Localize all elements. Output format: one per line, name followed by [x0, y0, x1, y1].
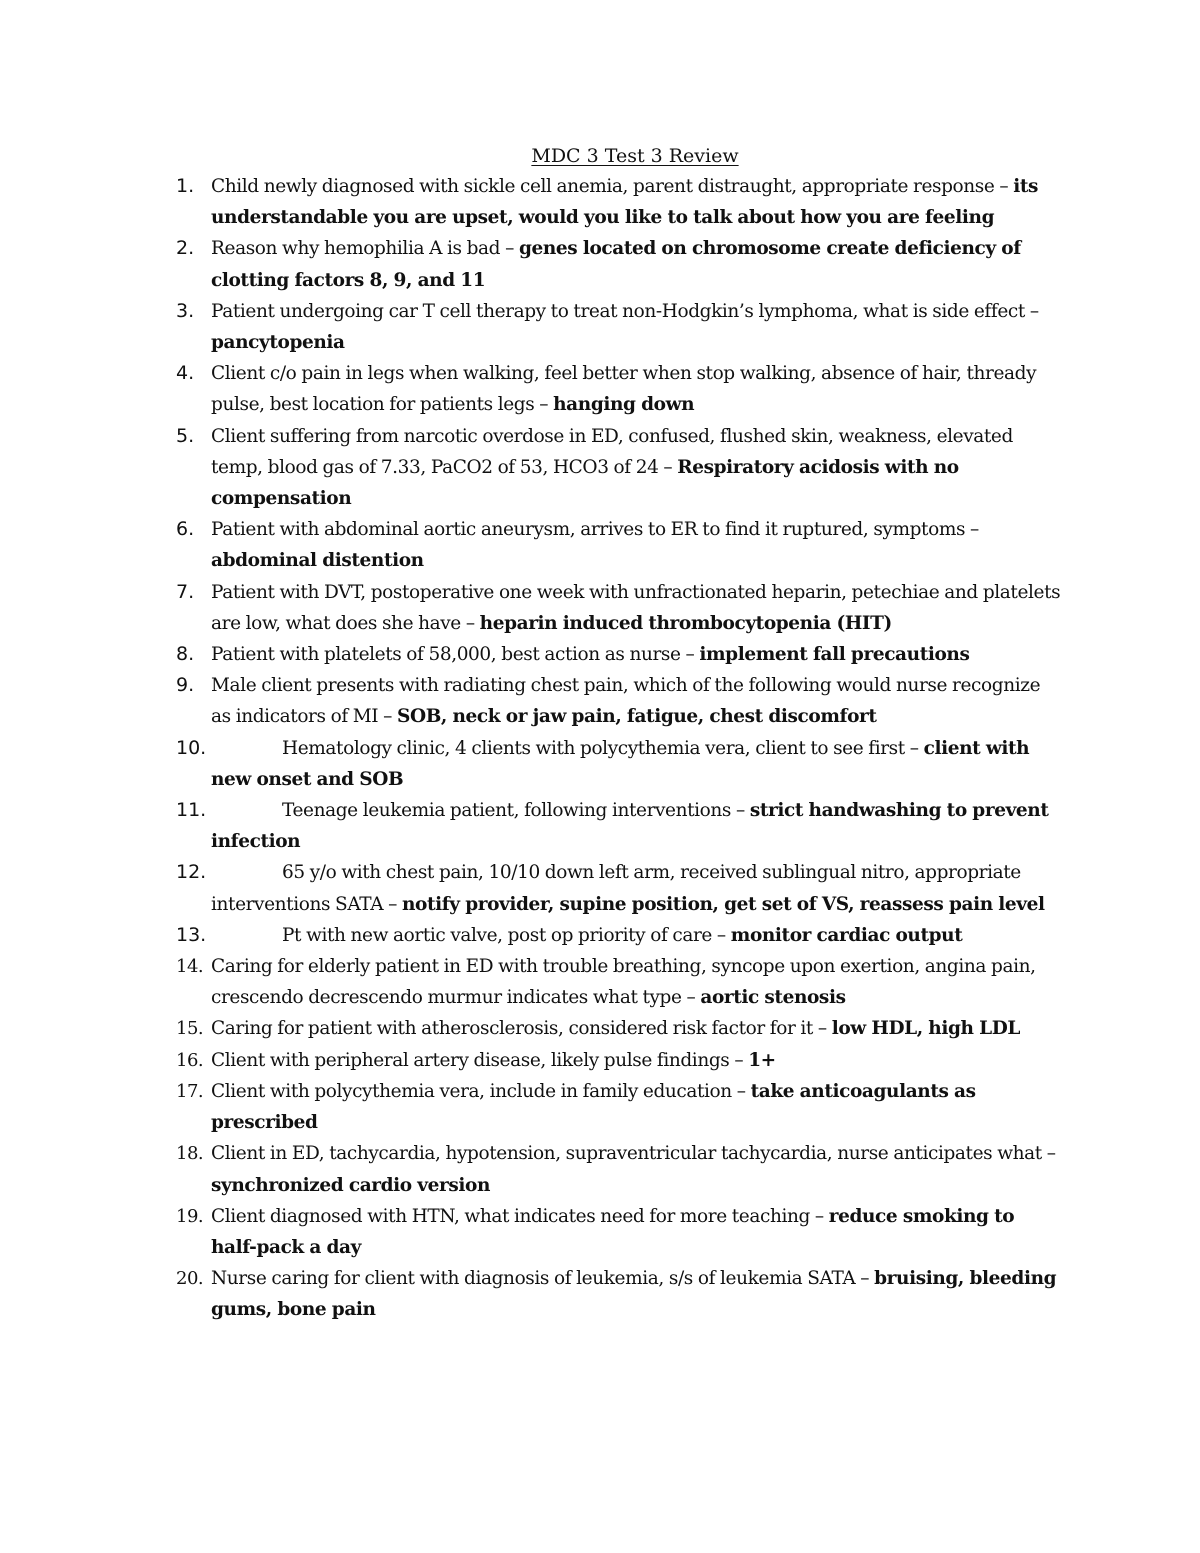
item-answer: pancytopenia	[211, 332, 345, 354]
item-number: 7.	[176, 580, 195, 603]
item-number: 16.	[176, 1049, 204, 1071]
item-question: Pt with new aortic valve, post op priority of care –	[282, 924, 731, 946]
list-item	[0, 1045, 1200, 1076]
item-answer: client with new onset and SOB	[211, 737, 1030, 790]
list-item	[0, 171, 1200, 233]
item-number: 20.	[176, 1268, 204, 1290]
item-answer: 1+	[748, 1049, 776, 1071]
item-number: 17.	[176, 1080, 204, 1102]
item-answer: bruising, bleeding gums, bone pain	[211, 1268, 1057, 1321]
item-number: 15.	[176, 1018, 204, 1040]
item-question: Patient with abdominal aortic aneurysm, arrives to ER to find it ruptured, symptoms –	[211, 519, 979, 541]
item-question: Caring for patient with atherosclerosis, considered risk factor for it –	[211, 1018, 832, 1040]
list-item	[0, 577, 1200, 639]
item-question: Patient undergoing car T cell therapy to treat non-Hodgkin’s lymphoma, what is side effect –	[211, 300, 1039, 322]
list-item	[0, 1263, 1200, 1325]
item-question: Hematology clinic, 4 clients with polycythemia vera, client to see first –	[282, 737, 924, 759]
list-item	[0, 358, 1200, 420]
list-item	[0, 233, 1200, 295]
item-question: Patient with DVT, postoperative one week with unfractionated heparin, petechiae and platelets are low, what does she have –	[211, 581, 1061, 634]
list-item	[0, 296, 1200, 358]
item-question: Reason why hemophilia A is bad –	[211, 238, 519, 260]
list-item	[0, 1013, 1200, 1044]
item-number: 1.	[176, 175, 195, 197]
item-answer: abdominal distention	[211, 550, 424, 572]
item-number: 12.	[176, 861, 207, 884]
item-question: Teenage leukemia patient, following interventions –	[282, 800, 750, 822]
item-answer: genes located on chromosome create deficiency of clotting factors 8, 9, and 11	[211, 238, 1021, 291]
list-item	[0, 733, 1200, 795]
item-number: 18.	[176, 1143, 204, 1165]
item-answer: synchronized cardio version	[211, 1174, 490, 1196]
item-number: 13.	[176, 923, 207, 946]
item-number: 11.	[176, 799, 207, 822]
item-number: 2.	[176, 237, 195, 260]
review-question-list	[0, 171, 1200, 1326]
item-number: 4.	[176, 362, 195, 385]
item-question: Patient with platelets of 58,000, best action as nurse –	[211, 644, 700, 666]
item-answer: hanging down	[553, 394, 695, 416]
item-answer: notify provider, supine position, get set of VS, reassess pain level	[401, 893, 1045, 915]
item-answer: low HDL, high LDL	[831, 1018, 1020, 1040]
list-item	[0, 670, 1200, 732]
item-number: 14.	[176, 956, 204, 978]
item-question: Client with polycythemia vera, include in family education –	[211, 1080, 751, 1102]
list-item	[0, 1201, 1200, 1263]
item-number: 8.	[176, 643, 195, 666]
item-question: Client with peripheral artery disease, likely pulse findings –	[211, 1049, 749, 1071]
list-item	[0, 514, 1200, 576]
item-number: 5.	[176, 424, 195, 447]
list-item	[0, 1076, 1200, 1138]
item-number: 19.	[176, 1205, 204, 1227]
item-answer: Respiratory acidosis with no compensation	[211, 456, 959, 510]
item-answer: reduce smoking to half-pack a day	[211, 1205, 1015, 1258]
item-question: Client in ED, tachycardia, hypotension, supraventricular tachycardia, nurse anticipates what –	[211, 1143, 1056, 1165]
item-answer: its understandable you are upset, would you like to talk about how you are feeling	[211, 176, 1039, 229]
item-question: Client c/o pain in legs when walking, feel better when stop walking, absence of hair, thready pulse, best location for patients legs –	[211, 363, 1037, 416]
item-question: 65 y/o with chest pain, 10/10 down left arm, received sublingual nitro, appropriate interventions SATA –	[211, 862, 1021, 915]
item-number: 10.	[176, 736, 207, 759]
item-question: Male client presents with radiating chest pain, which of the following would nurse recognize as indicators of MI –	[211, 675, 1041, 728]
item-number: 6.	[176, 518, 195, 541]
list-item	[0, 1138, 1200, 1200]
item-answer: take anticoagulants as prescribed	[211, 1080, 976, 1134]
item-number: 9.	[176, 674, 195, 697]
list-item	[0, 920, 1200, 951]
item-question: Child newly diagnosed with sickle cell anemia, parent distraught, appropriate response –	[211, 176, 1014, 197]
document-title: MDC 3 Test 3 Review	[531, 145, 739, 167]
item-answer: strict handwashing to prevent infection	[211, 800, 1049, 853]
item-answer: implement fall precautions	[699, 644, 970, 666]
list-item	[0, 857, 1200, 919]
list-item	[0, 639, 1200, 670]
list-item	[0, 421, 1200, 515]
list-item	[0, 795, 1200, 857]
item-answer: monitor cardiac output	[730, 924, 963, 946]
item-answer: SOB, neck or jaw pain, fatigue, chest discomfort	[397, 706, 877, 728]
item-answer: aortic stenosis	[700, 987, 846, 1009]
item-answer: heparin induced thrombocytopenia (HIT)	[479, 612, 892, 634]
item-number: 3.	[176, 299, 195, 322]
list-item	[0, 951, 1200, 1013]
item-question: Caring for elderly patient in ED with trouble breathing, syncope upon exertion, angina pain, crescendo decrescendo murmur indicates what type –	[211, 956, 1036, 1009]
item-question: Client diagnosed with HTN, what indicates need for more teaching –	[211, 1205, 829, 1227]
item-question: Client suffering from narcotic overdose in ED, confused, flushed skin, weakness, elevated temp, blood gas of 7.33, PaCO2 of 53, HCO3 of 24 –	[211, 425, 1013, 478]
item-question: Nurse caring for client with diagnosis of leukemia, s/s of leukemia SATA –	[211, 1268, 875, 1290]
